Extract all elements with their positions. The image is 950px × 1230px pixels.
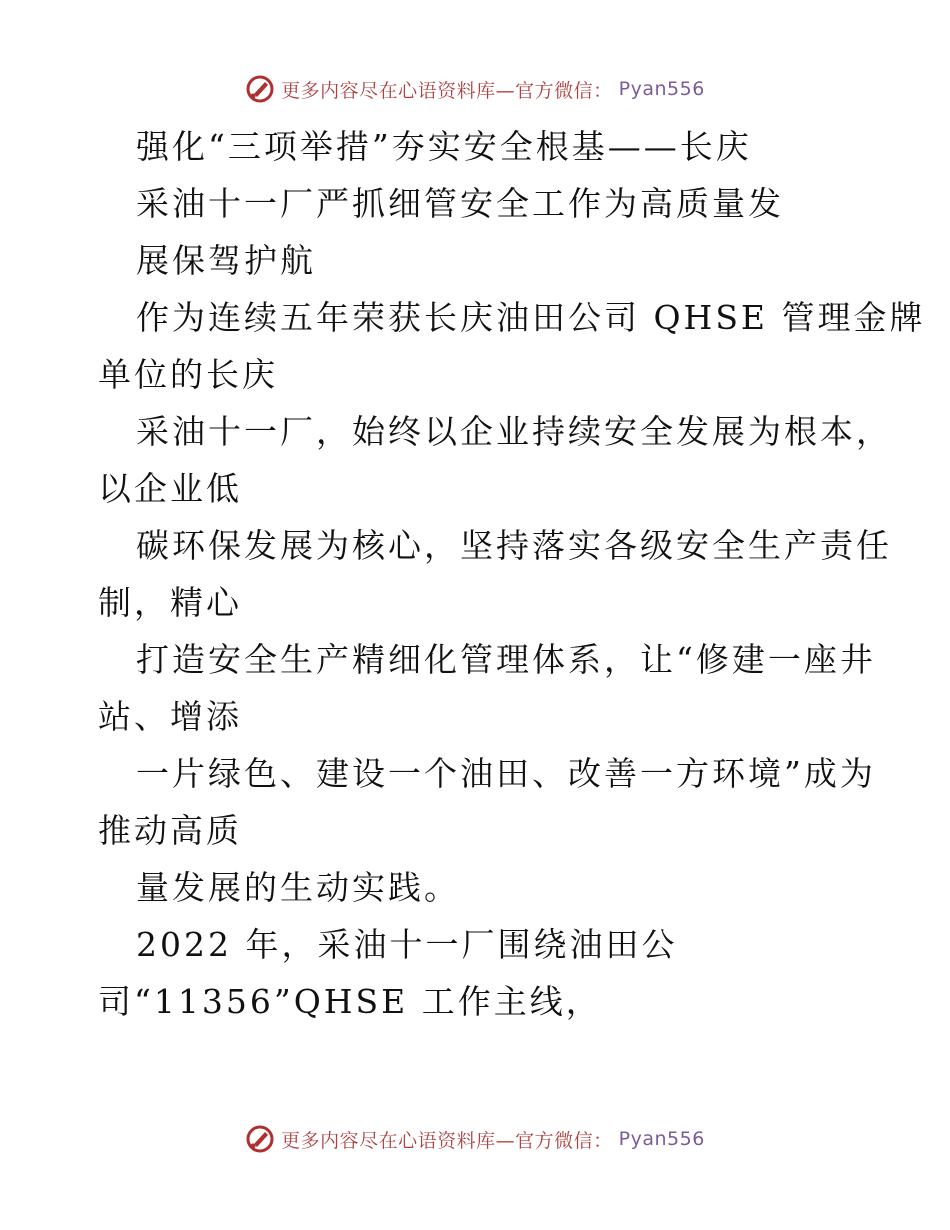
text-line: 一片绿色、建设一个油田、改善一方环境”成为: [136, 754, 876, 793]
text-line: 推动高质: [98, 811, 242, 850]
watermark-text: 更多内容尽在心语资料库—官方微信：: [281, 1129, 613, 1152]
watermark-wechat-id: Pyan556: [618, 78, 705, 100]
watermark-wechat-id: Pyan556: [618, 1128, 705, 1150]
text-line: 展保驾护航: [136, 241, 316, 280]
header-watermark: [0, 74, 950, 104]
document-body: [98, 118, 926, 1030]
book-pen-logo-icon: [245, 74, 275, 104]
text-line: 量发展的生动实践。: [136, 868, 460, 907]
text-line: 2022 年，采油十一厂围绕油田公: [136, 925, 678, 964]
text-line: 单位的长庆: [98, 355, 278, 394]
book-pen-logo-icon: [245, 1124, 275, 1154]
text-line: 站、增添: [98, 697, 242, 736]
text-line: 采油十一厂，始终以企业持续安全发展为根本，: [136, 412, 892, 451]
text-line: 司“11356”QHSE 工作主线，: [98, 982, 602, 1021]
text-line: 以企业低: [98, 469, 242, 508]
watermark-text: 更多内容尽在心语资料库—官方微信：: [281, 79, 613, 102]
text-line: 碳环保发展为核心，坚持落实各级安全生产责任: [136, 526, 892, 565]
text-line: 强化“三项举措”夯实安全根基——长庆: [136, 127, 752, 166]
text-line: 作为连续五年荣获长庆油田公司 QHSE 管理金牌: [136, 298, 926, 337]
text-line: 采油十一厂严抓细管安全工作为高质量发: [136, 184, 784, 223]
footer-watermark: [0, 1124, 950, 1154]
text-line: 打造安全生产精细化管理体系，让“修建一座井: [136, 640, 876, 679]
text-line: 制，精心: [98, 583, 242, 622]
